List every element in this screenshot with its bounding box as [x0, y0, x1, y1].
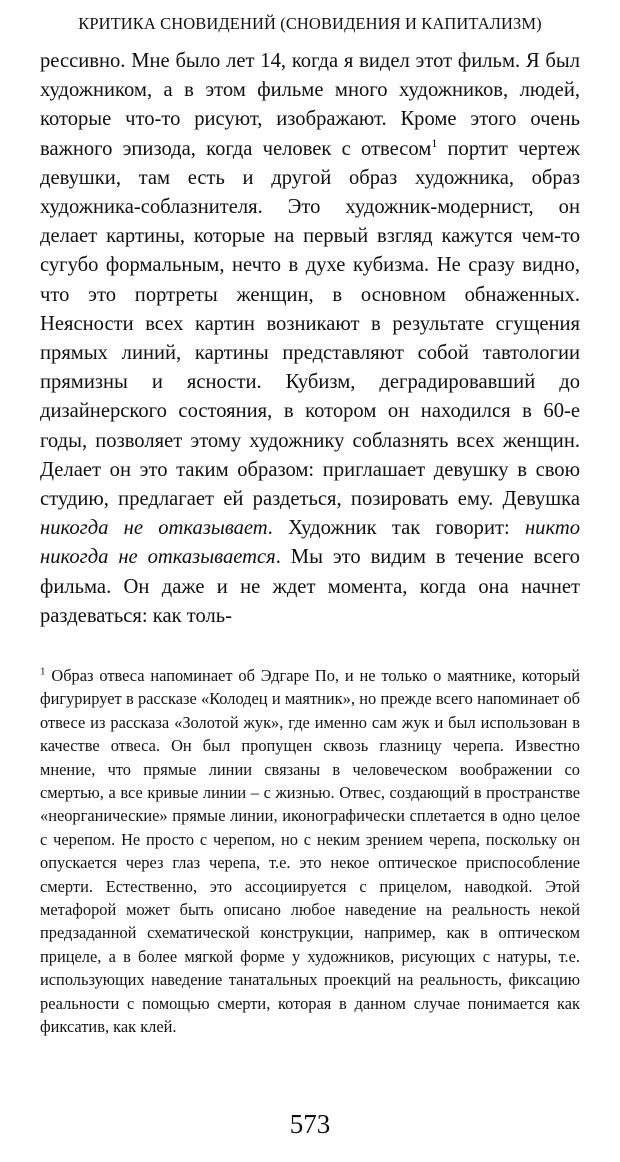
footnote-block: [40, 664, 580, 1039]
footnote-text: [40, 664, 580, 1039]
page-number: 573: [289, 1109, 331, 1139]
body-italic-phrase-2: никто никогда не отказывается: [40, 517, 581, 569]
body-text-part-4: . Мы это видим в течение всего фильма. Он даже и не ждет момента, когда она начнет раздеваться: как толь-: [40, 546, 580, 627]
body-paragraph: [40, 47, 580, 631]
body-text-block: [40, 47, 580, 631]
document-page: [0, 14, 620, 1162]
footnote-reference[interactable]: 1: [431, 135, 438, 150]
body-text-part-2: портит чертеж девушки, там есть и другой образ художника, образ художника-соблазнителя. Это художник-модернист, он делает картины, которые на первый взгляд кажутся чем-то сугубо формальным, нечто в духе кубизма. Не сразу видно, что это портреты женщин, в основном обнаженных. Неясности всех картин возникают в результате сгущения прямых линий, картины представляют собой тавтологии прямизны и ясности. Кубизм, деградировавший до дизайнерского состояния, в котором он находился в 60-е годы, позволяет этому художнику соблазнять всех женщин. Делает он это таким образом: приглашает девушку в свою студию, предлагает ей раздеться, позировать ему. Девушка: [40, 137, 580, 511]
body-italic-phrase-1: никогда не отказывает: [40, 517, 268, 540]
body-text-part-3: . Художник так говорит:: [267, 517, 525, 540]
footnote-marker: 1: [40, 665, 46, 678]
running-head: КРИТИКА СНОВИДЕНИЙ (СНОВИДЕНИЯ И КАПИТАЛИЗМ): [78, 14, 542, 33]
body-text-part-1: рессивно. Мне было лет 14, когда я видел этот фильм. Я был художником, а в этом фильме много художников, людей, которые что-то рисуют, изображают. Кроме этого очень важного эпизода, когда человек с отвесом: [40, 50, 580, 160]
footnote-body: Образ отвеса напоминает об Эдгаре По, и не только о маятнике, который фигурирует в рассказе «Колодец и маятник», но прежде всего напоминает об отвесе из рассказа «Золотой жук», где именно сам жук и был использован в качестве отвеса. Он был пропущен сквозь глазницу черепа. Известно мнение, что прямые линии связаны в человеческом воображении со смертью, а все кривые линии – с жизнью. Отвес, создающий в пространстве «неорганические» прямые линии, иконографически сплетается в одно целое с черепом. Не просто с черепом, но с неким зрением черепа, поскольку он опускается через глаз черепа, т.е. это некое оптическое приспособление смерти. Естественно, это ассоциируется с прицелом, наводкой. Этой метафорой может быть описано любое наведение на реальность некой предзаданной схематической конструкции, например, как в оптическом прицеле, а в более мягкой форме у художников, рисующих с натуры, т.е. использующих наведение танатальных проекций на реальность, фиксацию реальности с помощью смерти, которая в данном случае понимается как фиксатив, как клей.: [40, 666, 580, 1037]
